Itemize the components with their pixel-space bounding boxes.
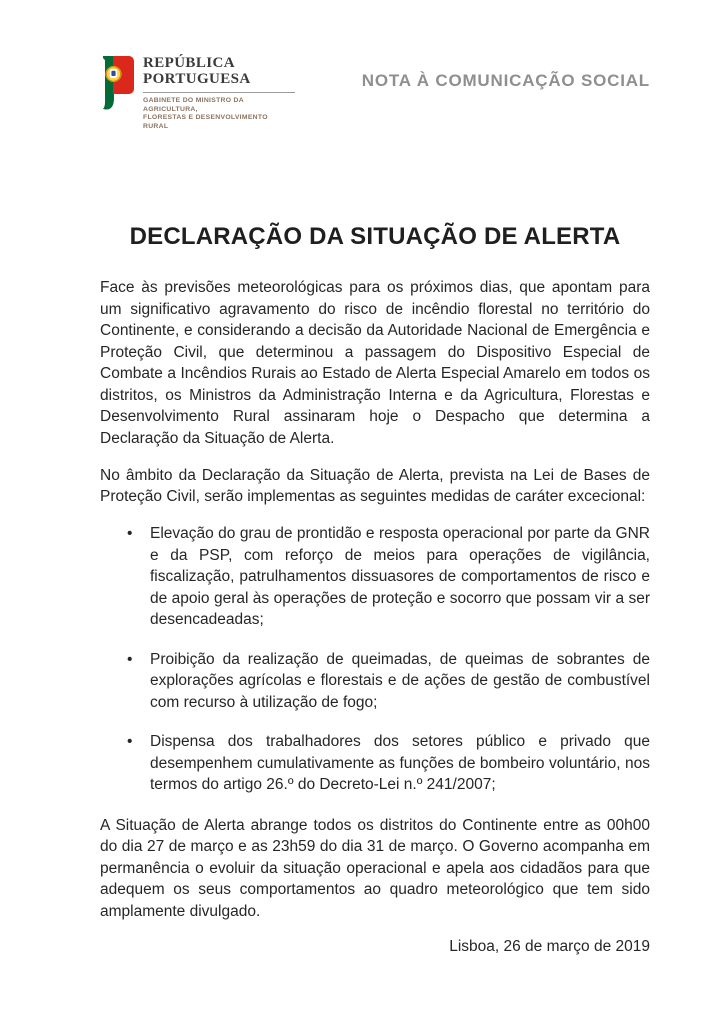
page-title: DECLARAÇÃO DA SITUAÇÃO DE ALERTA xyxy=(129,223,621,250)
logo-name-line2: PORTUGUESA xyxy=(143,71,251,87)
measure-item-queimadas: • Proibição da realização de queimadas, de queimas de sobrantes de explorações agrícolas e florestais e de ações de gestão de combustível com recurso à utilização de fogo; xyxy=(150,649,650,714)
logo-department-line2: FLORESTAS E DESENVOLVIMENTO RURAL xyxy=(143,114,268,130)
doc-type-label: NOTA À COMUNICAÇÃO SOCIAL xyxy=(361,71,650,90)
paragraph-scope: No âmbito da Declaração da Situação de Alerta, prevista na Lei de Bases de Proteção Civil, serão implementas as seguintes medidas de caráter excecional: xyxy=(100,466,650,505)
logo-text-block xyxy=(143,55,295,131)
measures-list xyxy=(100,523,650,796)
measure-item-bombeiros: • Dispensa dos trabalhadores dos setores público e privado que desempenhem cumulativamente as funções de bombeiro voluntário, nos termos do artigo 26.º do Decreto-Lei n.º 241/2007; xyxy=(150,731,650,796)
portugal-flag-icon xyxy=(100,55,134,113)
dateline: Lisboa, 26 de março de 2019 xyxy=(449,938,650,955)
paragraph-closing: A Situação de Alerta abrange todos os distritos do Continente entre as 00h00 do dia 27 de março e as 23h59 do dia 31 de março. O Governo acompanha em permanência o evoluir da situação operacional e apela aos cidadãos para que adequem os seus comportamentos ao quadro meteorológico que tem sido amplamente divulgado. xyxy=(100,816,650,920)
paragraph-intro: Face às previsões meteorológicas para os próximos dias, que apontam para um significativo agravamento do risco de incêndio florestal no território do Continente, e considerando a decisão da Autoridade Nacional de Emergência e Proteção Civil, que determinou a passagem do Dispositivo Especial de Combate a Incêndios Rurais ao Estado de Alerta Especial Amarelo em todos os distritos, os Ministros da Administração Interna e da Agricultura, Florestas e Desenvolvimento Rural assinaram hoje o Despacho que determina a Declaração da Situação de Alerta. xyxy=(100,279,650,447)
logo-department-line1: GABINETE DO MINISTRO DA AGRICULTURA, xyxy=(143,97,244,113)
page-header xyxy=(100,55,650,131)
logo-department xyxy=(143,97,295,131)
measure-item-gnr-psp: • Elevação do grau de prontidão e resposta operacional por parte da GNR e da PSP, com reforço de meios para operações de vigilância, fiscalização, patrulhamentos dissuasores de comportamentos de risco e de apoio geral às operações de proteção e socorro que possam vir a ser desencadeadas; xyxy=(150,523,650,631)
logo-name-line1: REPÚBLICA xyxy=(143,55,235,71)
republica-portuguesa-logo xyxy=(100,55,295,131)
logo-name xyxy=(143,55,295,93)
